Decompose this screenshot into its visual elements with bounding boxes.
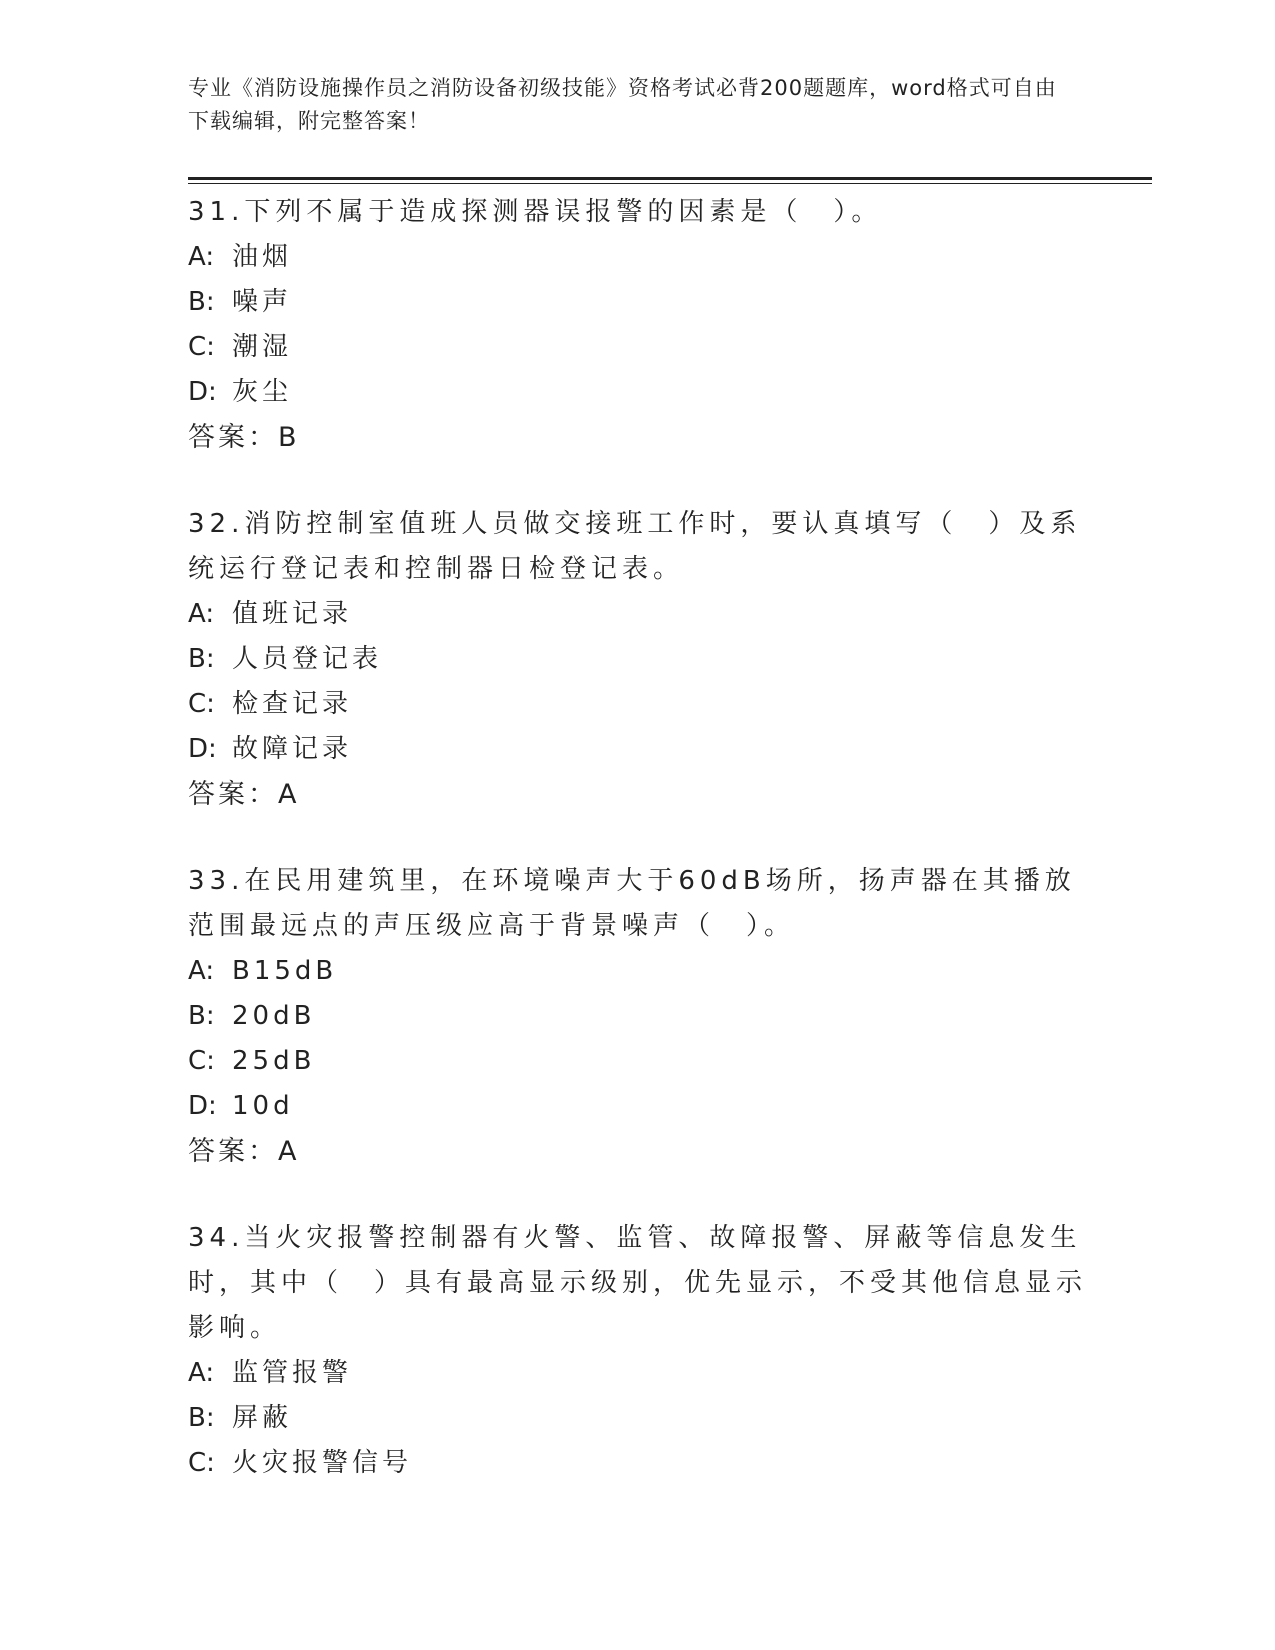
option-d xyxy=(188,727,1088,772)
option-a xyxy=(188,1351,1088,1396)
option-text: 屏蔽 xyxy=(232,1403,293,1433)
option-text: 10d xyxy=(232,1091,294,1121)
option-b xyxy=(188,637,1088,682)
option-letter: C: xyxy=(188,689,215,719)
answer-label: 答案：B xyxy=(188,422,300,453)
option-text: 潮湿 xyxy=(232,332,293,362)
question-stem: 34.当火灾报警控制器有火警、监管、故障报警、屏蔽等信息发生时，其中（ ）具有最高显示级别，优先显示，不受其他信息显示影响。 xyxy=(188,1223,1088,1343)
option-letter: B: xyxy=(188,1403,215,1433)
header-divider-thick xyxy=(188,177,1152,180)
option-b xyxy=(188,1396,1088,1441)
question-31 xyxy=(188,190,1088,460)
option-text: 检查记录 xyxy=(232,689,353,719)
answer-label: 答案：A xyxy=(188,779,300,810)
option-text: 油烟 xyxy=(232,242,293,272)
option-c xyxy=(188,1039,1088,1084)
option-letter: B: xyxy=(188,287,215,317)
option-letter: D: xyxy=(188,1091,217,1121)
header-divider-thin xyxy=(188,183,1152,184)
option-letter: B: xyxy=(188,644,215,674)
option-c xyxy=(188,1441,1088,1486)
option-letter: A: xyxy=(188,242,215,272)
option-text: 25dB xyxy=(232,1046,316,1076)
question-stem: 33.在民用建筑里，在环境噪声大于60dB场所，扬声器在其播放范围最远点的声压级应高于背景噪声（ ）。 xyxy=(188,866,1076,941)
option-letter: D: xyxy=(188,377,217,407)
option-letter: C: xyxy=(188,1046,215,1076)
option-text: 灰尘 xyxy=(232,377,293,407)
option-letter: A: xyxy=(188,956,215,986)
question-stem: 32.消防控制室值班人员做交接班工作时，要认真填写（ ）及系统运行登记表和控制器日检登记表。 xyxy=(188,509,1082,584)
answer-label: 答案：A xyxy=(188,1136,300,1167)
option-letter: C: xyxy=(188,1448,215,1478)
option-text: 监管报警 xyxy=(232,1358,353,1388)
option-text: 20dB xyxy=(232,1001,316,1031)
question-32 xyxy=(188,502,1088,817)
option-a xyxy=(188,592,1088,637)
option-letter: D: xyxy=(188,734,217,764)
option-b xyxy=(188,994,1088,1039)
option-c xyxy=(188,682,1088,727)
option-text: 火灾报警信号 xyxy=(232,1448,413,1478)
option-c xyxy=(188,325,1088,370)
option-letter: B: xyxy=(188,1001,215,1031)
option-letter: A: xyxy=(188,599,215,629)
question-33 xyxy=(188,859,1088,1174)
question-34 xyxy=(188,1216,1088,1486)
option-a xyxy=(188,235,1088,280)
option-a xyxy=(188,949,1088,994)
option-text: B15dB xyxy=(232,956,338,986)
document-header: 专业《消防设施操作员之消防设备初级技能》资格考试必背200题题库，word格式可自由下载编辑，附完整答案！ xyxy=(188,76,1057,133)
option-d xyxy=(188,1084,1088,1129)
question-list xyxy=(188,190,1088,1528)
option-b xyxy=(188,280,1088,325)
option-text: 故障记录 xyxy=(232,734,353,764)
question-stem: 31.下列不属于造成探测器误报警的因素是（ ）。 xyxy=(188,197,883,227)
option-letter: A: xyxy=(188,1358,215,1388)
option-text: 噪声 xyxy=(232,287,293,317)
option-d xyxy=(188,370,1088,415)
option-text: 值班记录 xyxy=(232,599,353,629)
option-text: 人员登记表 xyxy=(232,644,383,674)
option-letter: C: xyxy=(188,332,215,362)
